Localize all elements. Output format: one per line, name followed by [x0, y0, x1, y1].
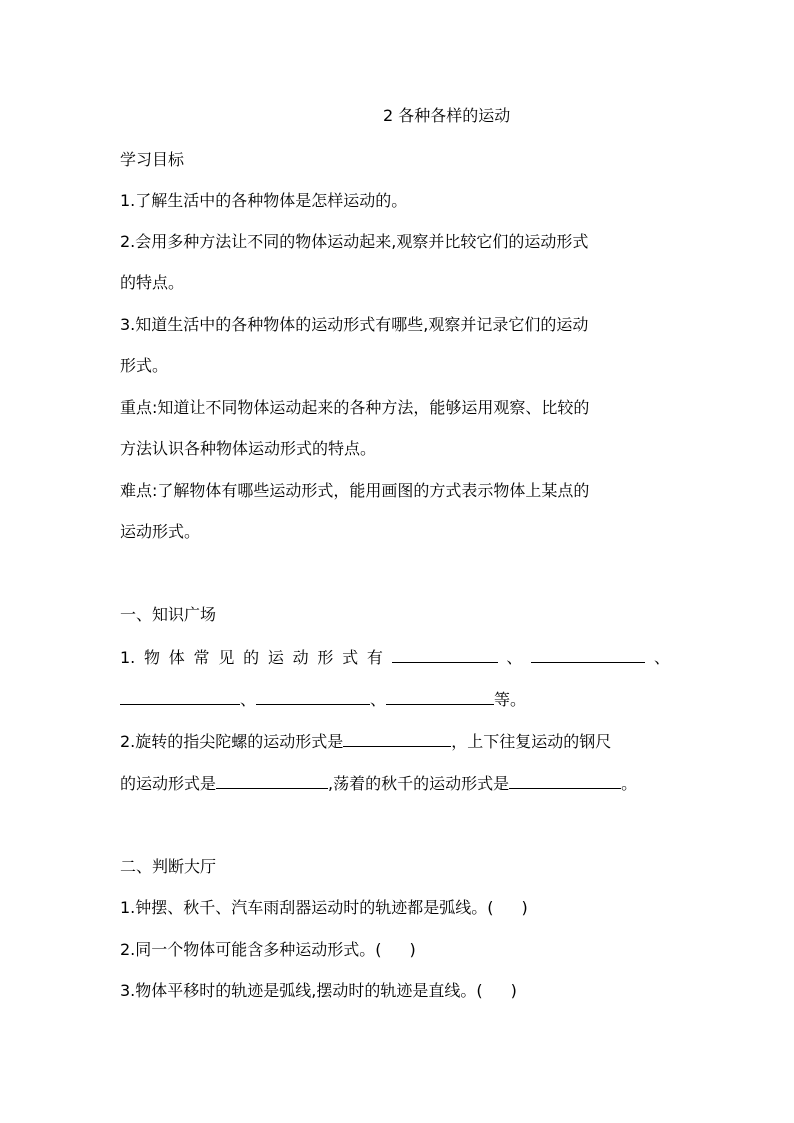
page-title: 2 各种各样的运动	[383, 106, 511, 125]
q1-word: 式	[342, 648, 359, 667]
answer-blank-5[interactable]	[386, 689, 494, 705]
answer-blank-1[interactable]	[392, 647, 498, 663]
difficulty-line-2: 运动形式。	[120, 522, 201, 541]
judge-q1-text: 1.钟摆、秋千、汽车雨刮器运动时的轨迹都是弧线。(	[120, 898, 494, 917]
answer-blank-8[interactable]	[509, 773, 621, 789]
q1-word: 动	[292, 648, 309, 667]
q2-text-d: ,荡着的秋千的运动形式是	[328, 774, 510, 793]
q2-text-b: ，上下往复运动的钢尺	[451, 732, 612, 751]
goal-item-2: 2.会用多种方法让不同的物体运动起来,观察并比较它们的运动形式	[120, 232, 589, 251]
key-point-line-1: 重点:知道让不同物体运动起来的各种方法，能够运用观察、比较的	[120, 398, 590, 417]
answer-blank-3[interactable]	[120, 689, 240, 705]
separator: 、	[370, 690, 387, 709]
judge-q3-text: 3.物体平移时的轨迹是弧线,摆动时的轨迹是直线。(	[120, 981, 483, 1000]
section1-question-2-cont	[120, 773, 637, 795]
q1-word: 见	[218, 648, 235, 667]
separator: 、	[506, 648, 523, 667]
difficulty-line-1: 难点:了解物体有哪些运动形式，能用画图的方式表示物体上某点的	[120, 481, 590, 500]
separator: 、	[240, 690, 257, 709]
close-paren: )	[521, 898, 528, 917]
goal-item-3-cont: 形式。	[120, 356, 169, 375]
judge-question-2	[120, 939, 416, 961]
answer-blank-6[interactable]	[343, 731, 451, 747]
goal-item-1: 1.了解生活中的各种物体是怎样运动的。	[120, 191, 408, 210]
close-paren: )	[510, 981, 517, 1000]
goal-item-3: 3.知道生活中的各种物体的运动形式有哪些,观察并记录它们的运动	[120, 315, 589, 334]
q2-text-a: 2.旋转的指尖陀螺的运动形式是	[120, 732, 344, 751]
section1-question-2	[120, 731, 611, 753]
q1-word: 运	[267, 648, 284, 667]
judge-question-1	[120, 897, 528, 919]
q1-word: 常	[193, 648, 210, 667]
section1-question-1	[120, 647, 670, 669]
close-paren: )	[409, 940, 416, 959]
goals-heading: 学习目标	[120, 150, 185, 169]
judge-question-3	[120, 980, 517, 1002]
q1-word: 1.	[120, 648, 136, 667]
key-point-line-2: 方法认识各种物体运动形式的特点。	[120, 439, 377, 458]
section1-heading: 一、知识广场	[120, 605, 217, 624]
answer-blank-2[interactable]	[531, 647, 645, 663]
q1-word: 有	[366, 648, 383, 667]
answer-blank-7[interactable]	[216, 773, 328, 789]
q1-word: 形	[317, 648, 334, 667]
q1-word: 物	[144, 648, 161, 667]
q1-word: 体	[168, 648, 185, 667]
answer-blank-4[interactable]	[256, 689, 370, 705]
q2-text-e: 。	[621, 774, 638, 793]
section2-heading: 二、判断大厅	[120, 857, 217, 876]
section1-question-1-cont	[120, 689, 526, 711]
q2-text-c: 的运动形式是	[120, 774, 217, 793]
goal-item-2-cont: 的特点。	[120, 273, 185, 292]
judge-q2-text: 2.同一个物体可能含多种运动形式。(	[120, 940, 382, 959]
separator: 、	[653, 648, 670, 667]
q1-word: 的	[243, 648, 260, 667]
q1-end: 等。	[494, 690, 527, 709]
